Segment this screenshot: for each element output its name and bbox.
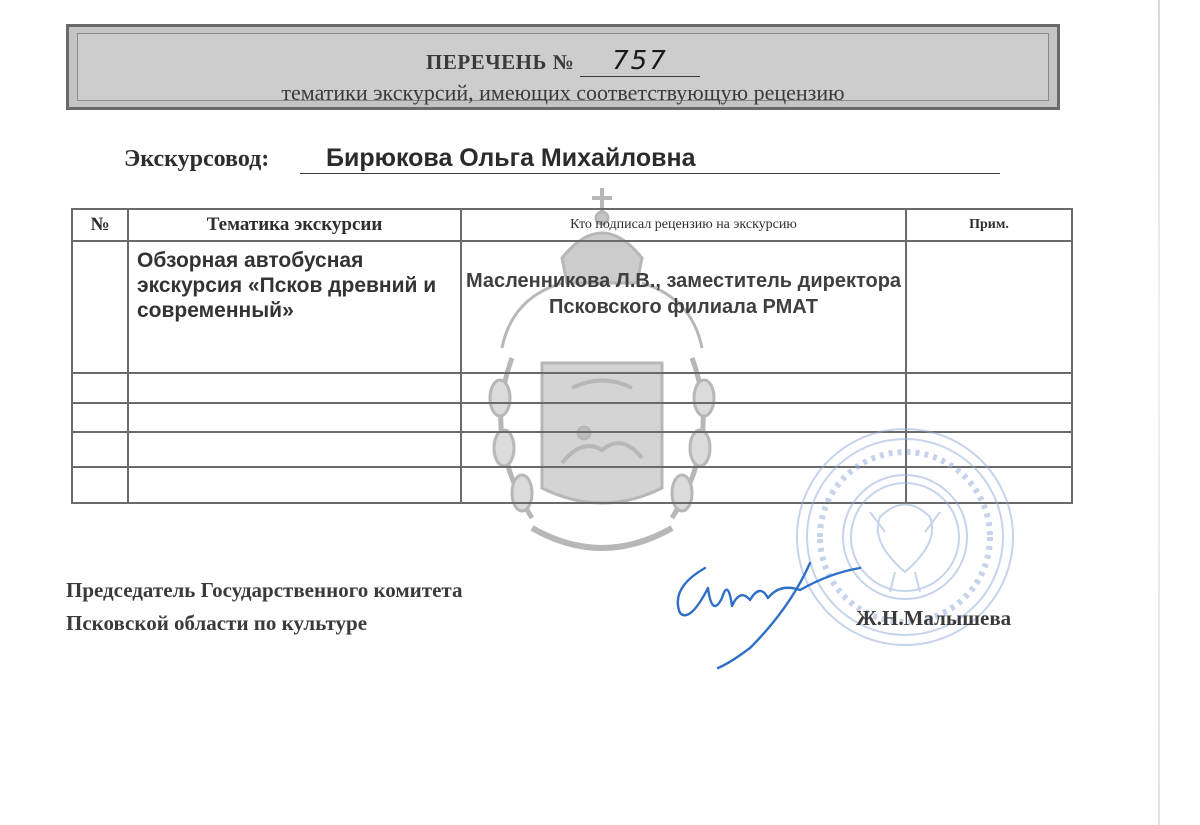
table-row-empty <box>72 373 1072 402</box>
signature <box>660 528 880 678</box>
cell-topic <box>128 241 461 373</box>
table-header-row <box>72 209 1072 241</box>
table-row-empty <box>72 432 1072 467</box>
cell-note <box>906 241 1072 373</box>
header-block <box>66 24 1060 110</box>
table-row <box>72 241 1072 373</box>
list-title-text: ПЕРЕЧЕНЬ № <box>426 50 575 74</box>
topic-text: Обзорная автобусная экскурсия «Псков древний и современный» <box>137 249 437 323</box>
table-row-empty <box>72 467 1072 503</box>
col-header-note: Прим. <box>906 209 1072 241</box>
col-header-reviewer: Кто подписал рецензию на экскурсию <box>461 209 906 241</box>
chair-title <box>66 574 463 640</box>
chair-title-line1: Председатель Государственного комитета <box>66 578 463 602</box>
scan-edge <box>1158 0 1160 825</box>
col-header-topic: Тематика экскурсии <box>128 209 461 241</box>
list-subtitle: тематики экскурсий, имеющих соответствующую рецензию <box>281 80 845 105</box>
table-row-empty <box>72 403 1072 432</box>
guide-label: Экскурсовод: <box>124 146 270 172</box>
list-title <box>78 46 1048 77</box>
guide-row <box>124 146 1004 180</box>
header-inner <box>77 33 1049 105</box>
excursions-table <box>71 208 1073 504</box>
chair-title-line2: Псковской области по культуре <box>66 611 368 635</box>
cell-reviewer <box>461 241 906 373</box>
guide-name: Бирюкова Ольга Михайловна <box>300 144 1000 174</box>
col-header-num: № <box>72 209 128 241</box>
list-number: 757 <box>612 46 668 76</box>
cell-num <box>72 241 128 373</box>
list-number-field <box>580 46 700 77</box>
chair-name: Ж.Н.Малышева <box>856 606 1012 630</box>
reviewer-text: Масленникова Л.В., заместитель директора Псковского филиала РМАТ <box>465 270 902 319</box>
